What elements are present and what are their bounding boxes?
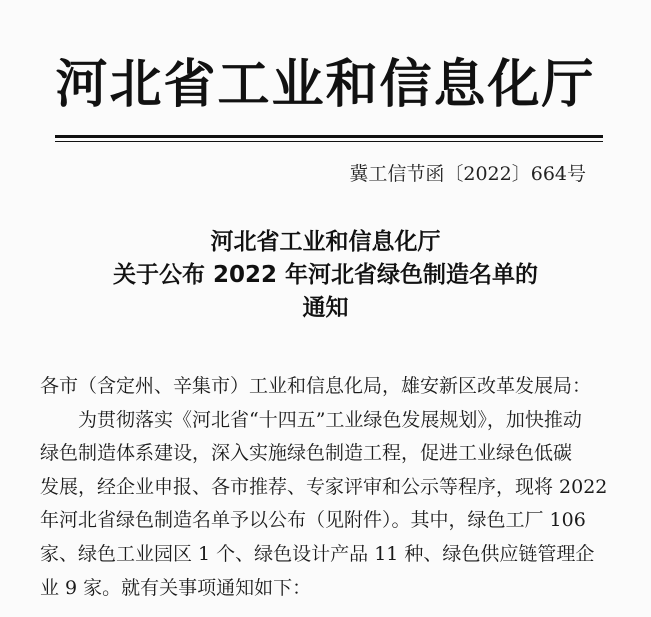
paragraph-line: 绿色制造体系建设，深入实施绿色制造工程，促进工业绿色低碳 bbox=[40, 442, 573, 465]
title-line: 关于公布 2022 年河北省绿色制造名单的 bbox=[112, 262, 539, 288]
salutation: 各市（含定州、辛集市）工业和信息化局，雄安新区改革发展局： bbox=[40, 375, 592, 397]
title-line: 通知 bbox=[302, 295, 349, 321]
paragraph-line: 为贯彻落实《河北省“十四五”工业绿色发展规划》，加快推动 bbox=[78, 408, 582, 431]
document-number: 冀工信节函〔2022〕664号 bbox=[349, 163, 586, 185]
org-header: 河北省工业和信息化厅 bbox=[55, 55, 596, 115]
title-line: 河北省工业和信息化厅 bbox=[210, 229, 441, 255]
header-rule-thin bbox=[55, 141, 603, 142]
header-rule-thick bbox=[55, 135, 603, 138]
document-title bbox=[0, 226, 651, 325]
body-paragraph bbox=[40, 404, 612, 606]
paragraph-line: 家、绿色工业园区 1 个、绿色设计产品 11 种、绿色供应链管理企 bbox=[40, 542, 595, 565]
paragraph-line: 年河北省绿色制造名单予以公布（见附件）。其中，绿色工厂 106 bbox=[40, 509, 586, 532]
document-body bbox=[40, 370, 612, 605]
paragraph-line: 业 9 家。就有关事项通知如下： bbox=[40, 576, 312, 599]
paragraph-line: 发展，经企业申报、各市推荐、专家评审和公示等程序，现将 2022 bbox=[40, 475, 608, 498]
